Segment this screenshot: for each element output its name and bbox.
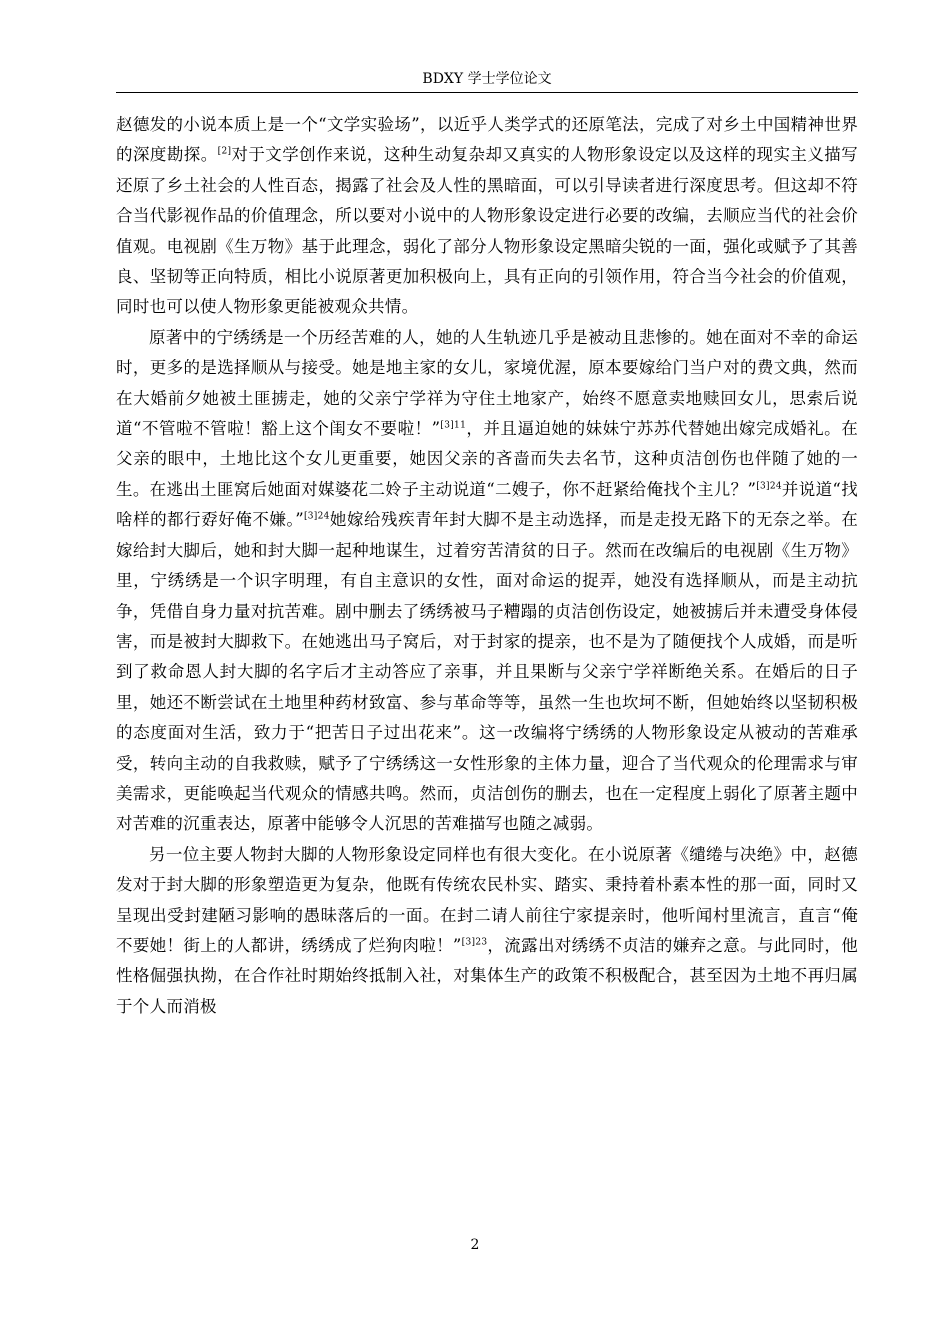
citation: [3]23 <box>461 937 488 948</box>
text-run: 并说道“找啥样的都行孬好俺不嫌。” <box>116 479 858 530</box>
citation: [3]11 <box>440 420 467 431</box>
body-text <box>116 110 858 1022</box>
paragraph-2 <box>116 323 858 840</box>
citation: [2] <box>217 146 232 157</box>
paragraph-1 <box>116 110 858 323</box>
citation: [3]24 <box>756 481 782 492</box>
text-run: ，流露出对绣绣不贞洁的嫌弃之意。与此同时，他性格倔强执拗，在合作社时期始终抵制入社，对集体生产的政策不积极配合，甚至因为土地不再归属于个人而消极 <box>116 935 858 1016</box>
citation: [3]24 <box>303 511 330 522</box>
text-run: 原著中的宁绣绣是一个历经苦难的人，她的人生轨迹几乎是被动且悲惨的。她在面对不幸的命运时，更多的是选择顺从与接受。她是地主家的女儿，家境优渥，原本要嫁给门当户对的费文典，然而在大婚前夕她被土匪掳走，她的父亲宁学祥为守住土地家产，始终不愿意卖地赎回女儿，思索后说道“不管啦不管啦！豁上这个闺女不要啦！” <box>116 327 858 439</box>
text-run: 另一位主要人物封大脚的人物形象设定同样也有很大变化。在小说原著《缱绻与决绝》中，赵德发对于封大脚的形象塑造更为复杂，他既有传统农民朴实、踏实、秉持着朴素本性的那一面，同时又呈现出受封建陋习影响的愚昧落后的一面。在封二请人前往宁家提亲时，他听闻村里流言，直言“俺不要她！街上的人都讲，绣绣成了烂狗肉啦！” <box>116 844 858 955</box>
text-run: 对于文学创作来说，这种生动复杂却又真实的人物形象设定以及这样的现实主义描写还原了乡土社会的人性百态，揭露了社会及人性的黑暗面，可以引导读者进行深度思考。但这却不符合当代影视作品的价值理念，所以要对小说中的人物形象设定进行必要的改编，去顺应当代的社会价值观。电视剧《生万物》基于此理念，弱化了部分人物形象设定黑暗尖锐的一面，强化或赋予了其善良、坚韧等正向特质，相比小说原著更加积极向上，具有正向的引领作用，符合当今社会的价值观，同时也可以使人物形象更能被观众共情。 <box>116 145 858 317</box>
text-run: ，并且逼迫她的妹妹宁苏苏代替她出嫁完成婚礼。在父亲的眼中，土地比这个女儿更重要，她因父亲的吝啬而失去名节，这种贞洁创伤也伴随了她的一生。在逃出土匪窝后她面对媒婆花二姈子主动说道“二嫂子，你不赶紧给俺找个主儿？” <box>116 419 858 499</box>
text-run: 她嫁给残疾青年封大脚不是主动选择，而是走投无路下的无奈之举。在嫁给封大脚后，她和封大脚一起种地谋生，过着穷苦清贫的日子。然而在改编后的电视剧《生万物》里，宁绣绣是一个识字明理，有自主意识的女性，面对命运的捉弄，她没有选择顺从，而是主动抗争，凭借自身力量对抗苦难。剧中删去了绣绣被马子糟蹋的贞洁创伤设定，她被掳后并未遭受身体侵害，而是被封大脚救下。在她逃出马子窝后，对于封家的提亲，也不是为了随便找个人成婚，而是听到了救命恩人封大脚的名字后才主动答应了亲事，并且果断与父亲宁学祥断绝关系。在婚后的日子里，她还不断尝试在土地里种药材致富、参与革命等等，虽然一生也坎坷不断，但她始终以坚韧积极的态度面对生活，致力于“把苦日子过出花来”。这一改编将宁绣绣的人物形象设定从被动的苦难承受，转向主动的自我救赎，赋予了宁绣绣这一女性形象的主体力量，迎合了当代观众的伦理需求与审美需求，更能唤起当代观众的情感共鸣。然而，贞洁创伤的删去，也在一定程度上弱化了原著主题中对苦难的沉重表达，原著中能够令人沉思的苦难描写也随之减弱。 <box>116 510 858 834</box>
page-header: BDXY 学士学位论文 <box>116 66 858 93</box>
paragraph-3 <box>116 840 858 1022</box>
text-run: 赵德发的小说本质上是一个“文学实验场”，以近乎人类学式的还原笔法，完成了对乡土中国精神世界的深度勘探。 <box>116 115 858 165</box>
page-number: 2 <box>470 1237 480 1253</box>
